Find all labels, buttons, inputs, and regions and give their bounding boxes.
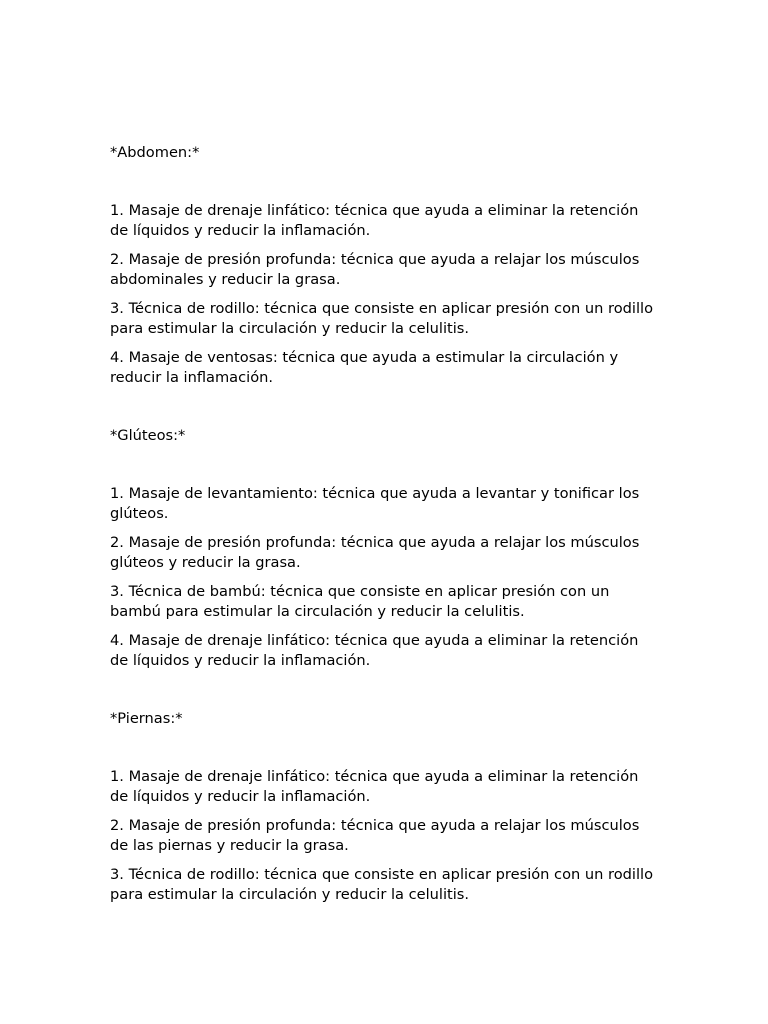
list-item: 4. Masaje de drenaje linfático: técnica que ayuda a eliminar la retención de líquidos y reducir la inflamación.	[110, 632, 639, 669]
list-item: 1. Masaje de drenaje linfático: técnica que ayuda a eliminar la retención de líquidos y reducir la inflamación.	[110, 202, 639, 239]
document-page	[110, 141, 658, 905]
list-item: 3. Técnica de rodillo: técnica que consiste en aplicar presión con un rodillo para estimular la circulación y reducir la celulitis.	[110, 866, 654, 903]
list-item: 2. Masaje de presión profunda: técnica que ayuda a relajar los músculos glúteos y reducir la grasa.	[110, 534, 640, 571]
section-gluteos	[110, 426, 658, 671]
section-piernas	[110, 709, 658, 905]
list-item: 1. Masaje de levantamiento: técnica que ayuda a levantar y tonificar los glúteos.	[110, 485, 640, 522]
section-abdomen	[110, 143, 658, 388]
technique-list-abdomen	[110, 201, 658, 388]
list-item: 1. Masaje de drenaje linfático: técnica que ayuda a eliminar la retención de líquidos y reducir la inflamación.	[110, 768, 639, 805]
section-heading-abdomen: *Abdomen:*	[110, 144, 200, 161]
technique-list-gluteos	[110, 484, 658, 671]
list-item: 3. Técnica de rodillo: técnica que consiste en aplicar presión con un rodillo para estimular la circulación y reducir la celulitis.	[110, 300, 654, 337]
list-item: 3. Técnica de bambú: técnica que consiste en aplicar presión con un bambú para estimular la circulación y reducir la celulitis.	[110, 583, 610, 620]
list-item: 2. Masaje de presión profunda: técnica que ayuda a relajar los músculos de las piernas y reducir la grasa.	[110, 817, 640, 854]
section-heading-piernas: *Piernas:*	[110, 710, 183, 727]
section-heading-gluteos: *Glúteos:*	[110, 427, 186, 444]
list-item: 4. Masaje de ventosas: técnica que ayuda a estimular la circulación y reducir la inflamación.	[110, 349, 619, 386]
technique-list-piernas	[110, 767, 658, 905]
list-item: 2. Masaje de presión profunda: técnica que ayuda a relajar los músculos abdominales y reducir la grasa.	[110, 251, 640, 288]
